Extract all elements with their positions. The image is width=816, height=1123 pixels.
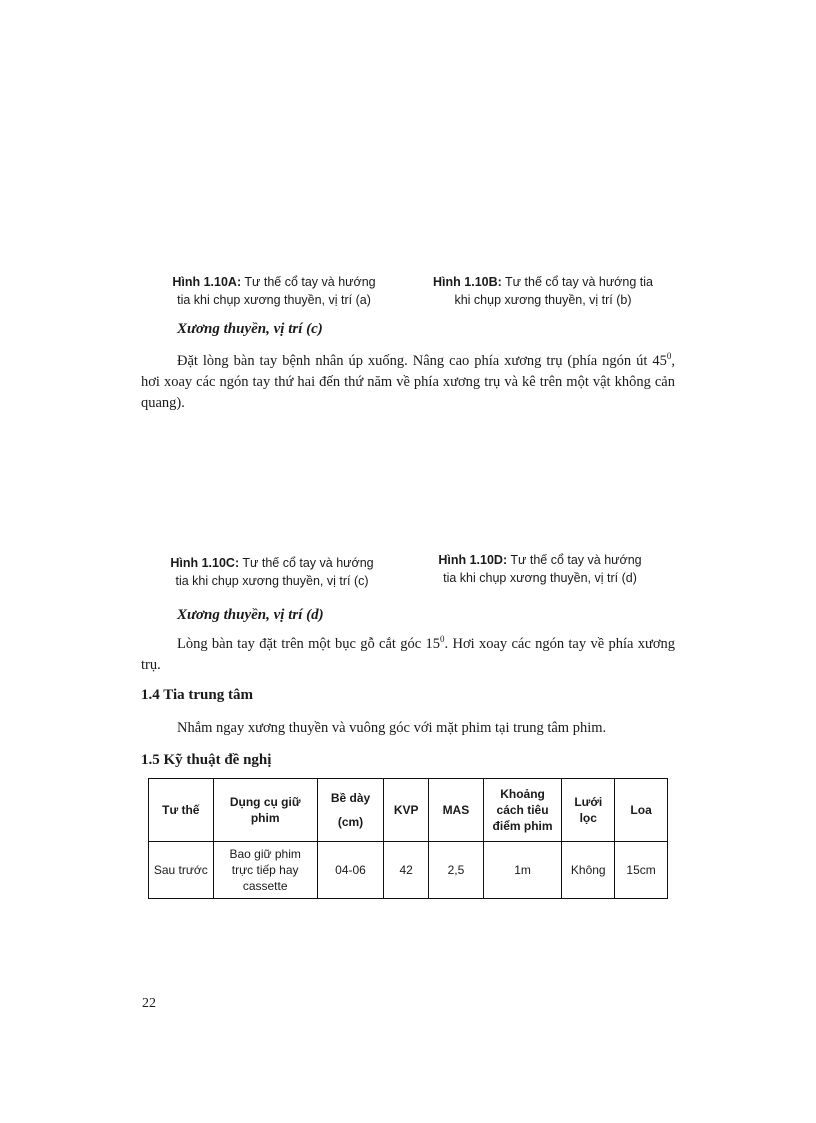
header-thickness-label: Bề dày (330, 791, 371, 805)
paragraph-central-ray: Nhắm ngay xương thuyền và vuông góc với mặt phim tại trung tâm phim. (177, 720, 607, 736)
paragraph-position-c (141, 351, 675, 414)
cell-grid: Không (562, 842, 615, 899)
header-focal-distance: Khoảng cách tiêu điểm phim (483, 779, 562, 842)
figure-caption-1-10d (418, 551, 662, 587)
cell-cone: 15cm (615, 842, 668, 899)
subheading-position-d: Xương thuyền, vị trí (d) (177, 607, 324, 623)
section-heading-1-4: 1.4 Tia trung tâm (141, 687, 253, 703)
table-row (149, 842, 668, 899)
figure-caption-text: Tư thế cổ tay và hướng (241, 275, 376, 289)
figure-caption-text: Tư thế cổ tay và hướng (239, 556, 374, 570)
header-mas: MAS (429, 779, 484, 842)
figure-caption-text: tia khi chụp xương thuyền, vị trí (a) (177, 293, 371, 307)
figure-caption-1-10b (412, 273, 674, 309)
table-header-row (149, 779, 668, 842)
figure-label: Hình 1.10A: (172, 275, 242, 289)
header-grid: Lưới lọc (562, 779, 615, 842)
paragraph-text: Đặt lòng bàn tay bệnh nhân úp xuống. Nâng cao phía xương trụ (phía ngón út 45 (177, 353, 667, 369)
figure-caption-text: khi chụp xương thuyền, vị trí (b) (454, 293, 632, 307)
paragraph-text: Lòng bàn tay đặt trên một bục gỗ cắt góc 15 (177, 636, 441, 652)
header-thickness (317, 779, 383, 842)
figure-caption-1-10c (148, 554, 396, 590)
header-cone: Loa (615, 779, 668, 842)
cell-kvp: 42 (384, 842, 429, 899)
header-kvp: KVP (384, 779, 429, 842)
figure-caption-1-10a (150, 273, 398, 309)
header-thickness-unit: (cm) (337, 815, 364, 829)
header-film-holder: Dụng cụ giữ phim (213, 779, 317, 842)
superscript: 0 (440, 634, 445, 645)
figure-caption-text: Tư thế cổ tay và hướng (507, 553, 642, 567)
cell-position: Sau trước (149, 842, 214, 899)
figure-label: Hình 1.10B: (433, 275, 502, 289)
paragraph-position-d (141, 634, 675, 676)
cell-mas: 2,5 (429, 842, 484, 899)
cell-film-holder: Bao giữ phim trực tiếp hay cassette (213, 842, 317, 899)
header-position: Tư thế (149, 779, 214, 842)
subheading-position-c: Xương thuyền, vị trí (c) (177, 321, 323, 337)
cell-thickness: 04-06 (317, 842, 383, 899)
figure-caption-text: tia khi chụp xương thuyền, vị trí (c) (175, 574, 369, 588)
cell-focal-distance: 1m (483, 842, 562, 899)
figure-label: Hình 1.10D: (438, 553, 508, 567)
figure-caption-text: Tư thế cổ tay và hướng tia (501, 275, 653, 289)
paragraph-text: . Hơi xoay các ngón tay về phía xương trụ. (141, 636, 675, 673)
figure-label: Hình 1.10C: (170, 556, 240, 570)
paragraph-text: , hơi xoay các ngón tay thứ hai đến thứ năm về phía xương trụ và kê trên một vật không cản quang). (141, 353, 675, 411)
superscript: 0 (666, 351, 672, 362)
figure-caption-text: tia khi chụp xương thuyền, vị trí (d) (443, 571, 637, 585)
page-number: 22 (142, 996, 156, 1011)
section-heading-1-5: 1.5 Kỹ thuật đề nghị (141, 752, 272, 768)
technique-table (148, 778, 668, 899)
